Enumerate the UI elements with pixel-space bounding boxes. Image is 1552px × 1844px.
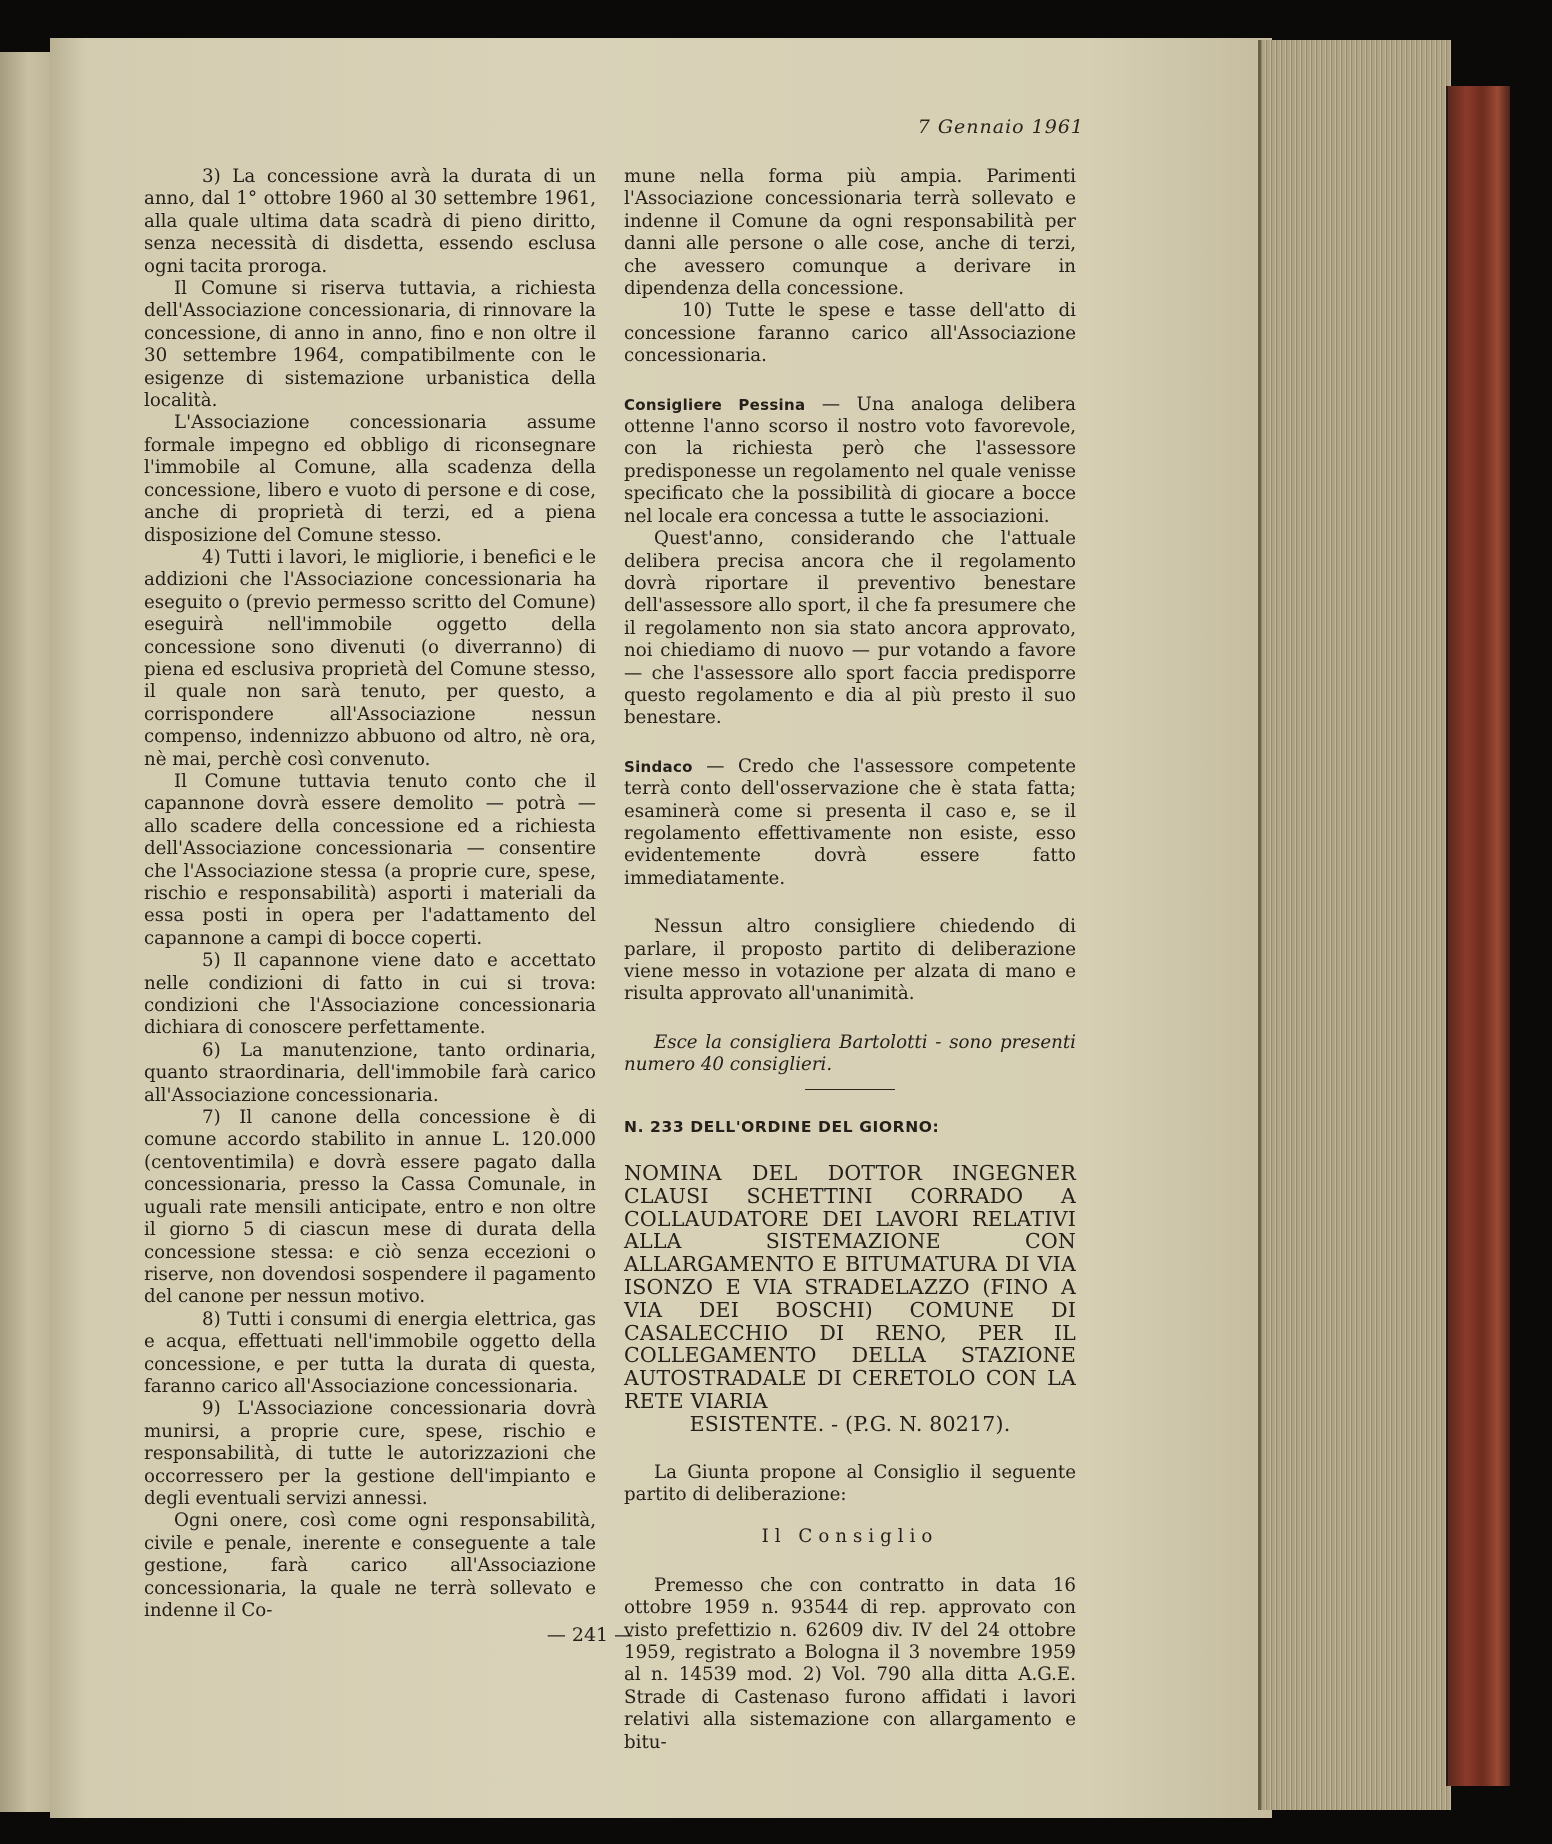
right-column [624,166,1076,1754]
page-number: — 241 — [546,1624,634,1646]
page-edges [1258,40,1451,1810]
paragraph: Il Comune si riserva tuttavia, a richiesta dell'Associazione concessionaria, di rinnovare la concessione, di anno in anno, fino e non oltre il 30 settembre 1964, compatibilmente con le esigenze di sistemazione urbanistica della località. [144,278,596,412]
paragraph: Ogni onere, così come ogni responsabilità, civile e penale, inerente e conseguente a tale gestione, farà carico all'Associazione concessionaria, la quale ne terrà sollevato e indenne il Co- [144,1510,596,1621]
paragraph: 5) Il capannone viene dato e accettato nelle condizioni di fatto in cui si trova: condizioni che l'Associazione concessionaria dichiara di conoscere perfettamente. [144,950,596,1039]
speech-sindaco [624,756,1076,890]
paragraph: 6) La manutenzione, tanto ordinaria, quanto straordinaria, dell'immobile farà carico all'Associazione concessionaria. [144,1039,596,1106]
item-title-end: ESISTENTE. - (P.G. N. 80217). [689,1411,1011,1436]
paragraph: La Giunta propone al Consiglio il seguente partito di deliberazione: [624,1461,1076,1505]
paragraph: 3) La concessione avrà la durata di un anno, dal 1° ottobre 1960 al 30 settembre 1961, alla quale ultima data scadrà di pieno diritto, senza necessità di disdetta, essendo esclusa ogni tacita proroga. [144,166,596,277]
section-heading: Il Consiglio [761,1526,939,1548]
book-cover [1446,86,1510,1786]
paragraph: Il Comune tuttavia tenuto conto che il capannone dovrà essere demolito — potrà — allo scadere della concessione ed a richiesta dell'Associazione concessionaria — consentire che l'Associazione stessa (a proprie cure, spese, rischio e responsabilità) asporti i materiali da essa posti in opera per l'adattamento del capannone a campi di bocce coperti. [144,770,596,949]
divider [805,1089,895,1090]
paragraph: 4) Tutti i lavori, le migliorie, i benefici e le addizioni che l'Associazione concessionaria ha eseguito o (previo permesso scritto del Comune) eseguirà nell'immobile oggetto della concessione sono divenuti (o diverranno) di piena ed esclusiva proprietà del Comune stesso, il quale non sarà tenuto, per questo, a corrispondere all'Associazione nessun compenso, indennizzo abbuono od altro, nè ora, nè mai, perchè così convenuto. [144,546,596,770]
left-column [144,166,596,1622]
left-page-edge [0,52,54,1812]
speech-text: — Credo che l'assessore competente terrà conto dell'osservazione che è stata fatta; esaminerà come si presenta il caso e, se il regolamento effettivamente non esiste, esso evidentemente dovrà essere fatto immediatamente. [624,755,1076,889]
speaker-name: Sindaco [624,757,693,776]
agenda-heading: N. 233 DELL'ORDINE DEL GIORNO: [624,1117,940,1136]
page-header-date: 7 Gennaio 1961 [917,116,1084,138]
speech-text: — Una analoga delibera ottenne l'anno scorso il nostro voto favorevole, con la richiesta però che l'assessore predisponesse un regolamento nel quale venisse specificato che la possibilità di giocare a bocce nel locale era concessa a tutte le associazioni. [624,393,1076,527]
paragraph: Premesso che con contratto in data 16 ottobre 1959 n. 93544 di rep. approvato con visto prefettizio n. 62609 div. IV del 24 ottobre 1959, registrato a Bologna il 3 novembre 1959 al n. 14539 mod. 2) Vol. 790 alla ditta A.G.E. Strade di Castenaso furono affidati i lavori relativi alla sistemazione con allargamento e bitu- [624,1574,1076,1753]
paragraph: Nessun altro consigliere chiedendo di parlare, il proposto partito di deliberazione viene messo in votazione per alzata di mano e risulta approvato all'unanimità. [624,916,1076,1005]
paragraph: 9) L'Associazione concessionaria dovrà munirsi, a proprie cure, spese, rischio e responsabilità, di tutte le autorizzazioni che occorressero per la gestione dell'impianto e degli eventuali servizi annessi. [144,1398,596,1509]
paragraph: mune nella forma più ampia. Parimenti l'Associazione concessionaria terrà sollevato e indenne il Comune da ogni responsabilità per danni alle persone o alle cose, anche di terzi, che avessero comunque a derivare in dipendenza della concessione. [624,166,1076,300]
speech-pessina [624,394,1076,528]
exit-note: Esce la consigliera Bartolotti - sono presenti numero 40 consiglieri. [624,1031,1076,1076]
paragraph: L'Associazione concessionaria assume formale impegno ed obbligo di riconsegnare l'immobile al Comune, alla scadenza della concessione, libero e vuoto di persone e di cose, anche di proprietà di terzi, ed a piena disposizione del Comune stesso. [144,412,596,546]
paragraph: 10) Tutte le spese e tasse dell'atto di concessione faranno carico all'Associazione concessionaria. [624,300,1076,367]
item-title: NOMINA DEL DOTTOR INGEGNER CLAUSI SCHETTINI CORRADO A COLLAUDATORE DEI LAVORI RELATIVI ALLA SISTEMAZIONE CON ALLARGAMENTO E BITUMATURA DI VIA ISONZO E VIA STRADELAZZO (FINO A VIA DEI BOSCHI) COMUNE DI CASALECCHIO DI RENO, PER IL COLLEGAMENTO DELLA STAZIONE AUTOSTRADALE DI CERETOLO CON LA RETE VIARIA [624,1161,1076,1413]
paragraph: Quest'anno, considerando che l'attuale delibera precisa ancora che il regolamento dovrà riportare il preventivo benestare dell'assessore allo sport, il che fa presumere che il regolamento non sia stato ancora approvato, noi chiediamo di nuovo — pur votando a favore — che l'assessore allo sport faccia predisporre questo regolamento e dia al più presto il suo benestare. [624,528,1076,729]
paragraph: 7) Il canone della concessione è di comune accordo stabilito in annue L. 120.000 (centoventimila) e dovrà essere pagato dalla concessionaria, presso la Cassa Comunale, in uguali rate mensili anticipate, entro e non oltre il giorno 5 di ciascun mese di durata della concessione stessa: e ciò senza eccezioni o riserve, non dovendosi sospendere il pagamento del canone per nessun motivo. [144,1107,596,1308]
speaker-name: Consigliere Pessina [624,395,806,414]
paragraph: 8) Tutti i consumi di energia elettrica, gas e acqua, effettuati nell'immobile oggetto della concessione, e per tutta la durata di questa, faranno carico all'Associazione concessionaria. [144,1308,596,1397]
